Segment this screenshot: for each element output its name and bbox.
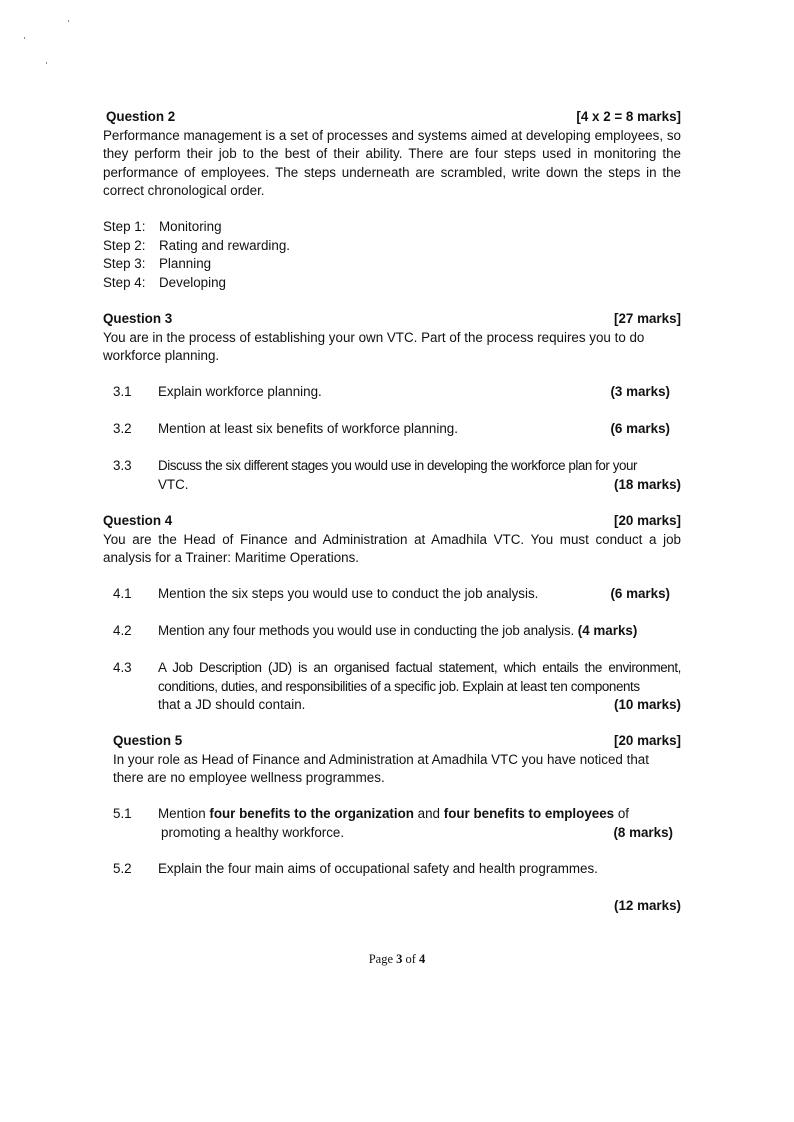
- item-5-2: [113, 860, 681, 915]
- question-2-header: [103, 108, 681, 127]
- step-text: Rating and rewarding.: [159, 237, 291, 253]
- question-4: [103, 512, 681, 568]
- question-4-header: [103, 512, 681, 531]
- step-text: Monitoring: [159, 219, 222, 234]
- item-text: promoting a healthy workforce.: [161, 824, 345, 840]
- item-text: A Job Description (JD) is an organised factual statement, which entails the environment, conditions, duties, and responsibilities of a specific job. Explain at least ten components: [158, 660, 681, 694]
- item-4-1: [113, 585, 681, 604]
- item-marks: (6 marks): [610, 421, 670, 436]
- step-label: Step 3:: [103, 256, 146, 271]
- footer-prefix: Page: [368, 952, 397, 966]
- item-text: Mention the six steps you would use to conduct the job analysis.: [158, 586, 539, 601]
- item-3-1: [113, 383, 681, 402]
- question-5-header: [113, 732, 681, 751]
- item-number: 3.1: [113, 384, 132, 399]
- item-number: 4.3: [113, 660, 132, 675]
- item-5-1: [113, 805, 681, 842]
- question-5-title: Question 5: [113, 733, 183, 748]
- item-marks: (12 marks): [614, 897, 681, 913]
- item-number: 3.2: [113, 421, 132, 436]
- item-marks: (4 marks): [577, 623, 638, 638]
- step-row: [103, 274, 290, 293]
- item-text: Explain the four main aims of occupational safety and health programmes.: [158, 861, 598, 876]
- question-3-header: [103, 310, 681, 329]
- item-4-2: [113, 622, 681, 641]
- question-3: [103, 310, 681, 366]
- step-row: [103, 218, 290, 237]
- item-text: Mention at least six benefits of workforce planning.: [158, 421, 458, 436]
- question-5-intro: In your role as Head of Finance and Administration at Amadhila VTC you have noticed that there are no employee wellness programmes.: [113, 751, 649, 785]
- item-number: 4.2: [113, 623, 132, 638]
- item-marks: (18 marks): [614, 476, 681, 492]
- question-5-marks: [20 marks]: [614, 733, 681, 748]
- item-text: that a JD should contain.: [158, 697, 306, 712]
- item-number: 4.1: [113, 586, 132, 601]
- question-2-intro: Performance management is a set of processes and systems aimed at developing employees, so they perform their job to the best of their ability. There are four steps used in monitoring the performance of employees. The steps underneath are scrambled, write down the steps in the correct chronological order.: [103, 127, 681, 198]
- item-number: 5.2: [113, 861, 132, 876]
- step-text: Developing: [159, 274, 226, 290]
- footer-of: of: [402, 952, 420, 966]
- step-row: [103, 237, 290, 256]
- item-number: 5.1: [113, 806, 132, 821]
- item-marks: (8 marks): [613, 824, 673, 840]
- scan-speck: [24, 37, 25, 39]
- question-4-title: Question 4: [103, 513, 173, 528]
- step-row: [103, 255, 290, 274]
- item-marks: (6 marks): [610, 586, 670, 601]
- footer-page-number: 3: [396, 952, 403, 966]
- question-2-steps: [103, 218, 290, 292]
- question-4-marks: [20 marks]: [614, 513, 681, 528]
- step-label: Step 2:: [103, 237, 146, 253]
- item-3-3: [113, 457, 681, 494]
- step-label: Step 1:: [103, 219, 146, 234]
- step-label: Step 4:: [103, 274, 146, 290]
- item-4-3: [113, 659, 681, 715]
- item-marks: (10 marks): [614, 697, 681, 712]
- question-3-title: Question 3: [103, 311, 173, 326]
- question-4-intro: You are the Head of Finance and Administration at Amadhila VTC. You must conduct a job analysis for a Trainer: Maritime Operations.: [103, 531, 681, 565]
- question-2: [103, 108, 681, 201]
- question-5: [113, 732, 681, 788]
- question-3-intro: You are in the process of establishing your own VTC. Part of the process requires you to do workforce planning.: [103, 329, 645, 363]
- item-number: 3.3: [113, 458, 132, 473]
- item-text: Mention any four methods you would use in conducting the job analysis.: [158, 623, 575, 638]
- question-3-marks: [27 marks]: [614, 311, 681, 326]
- item-text: Discuss the six different stages you would use in developing the workforce plan for your: [158, 458, 637, 473]
- step-text: Planning: [159, 256, 212, 271]
- item-text: Explain workforce planning.: [158, 384, 322, 399]
- scan-speck: [68, 20, 69, 22]
- footer-page-total: 4: [419, 952, 426, 966]
- page-footer: [0, 952, 794, 967]
- scan-speck: [46, 62, 47, 64]
- item-marks: (3 marks): [610, 384, 670, 399]
- item-3-2: [113, 420, 681, 439]
- question-2-marks: [4 x 2 = 8 marks]: [576, 109, 681, 124]
- item-text: VTC.: [158, 476, 189, 492]
- item-text: Mention four benefits to the organization and four benefits to employees of: [158, 806, 630, 821]
- question-2-title: Question 2: [106, 109, 176, 124]
